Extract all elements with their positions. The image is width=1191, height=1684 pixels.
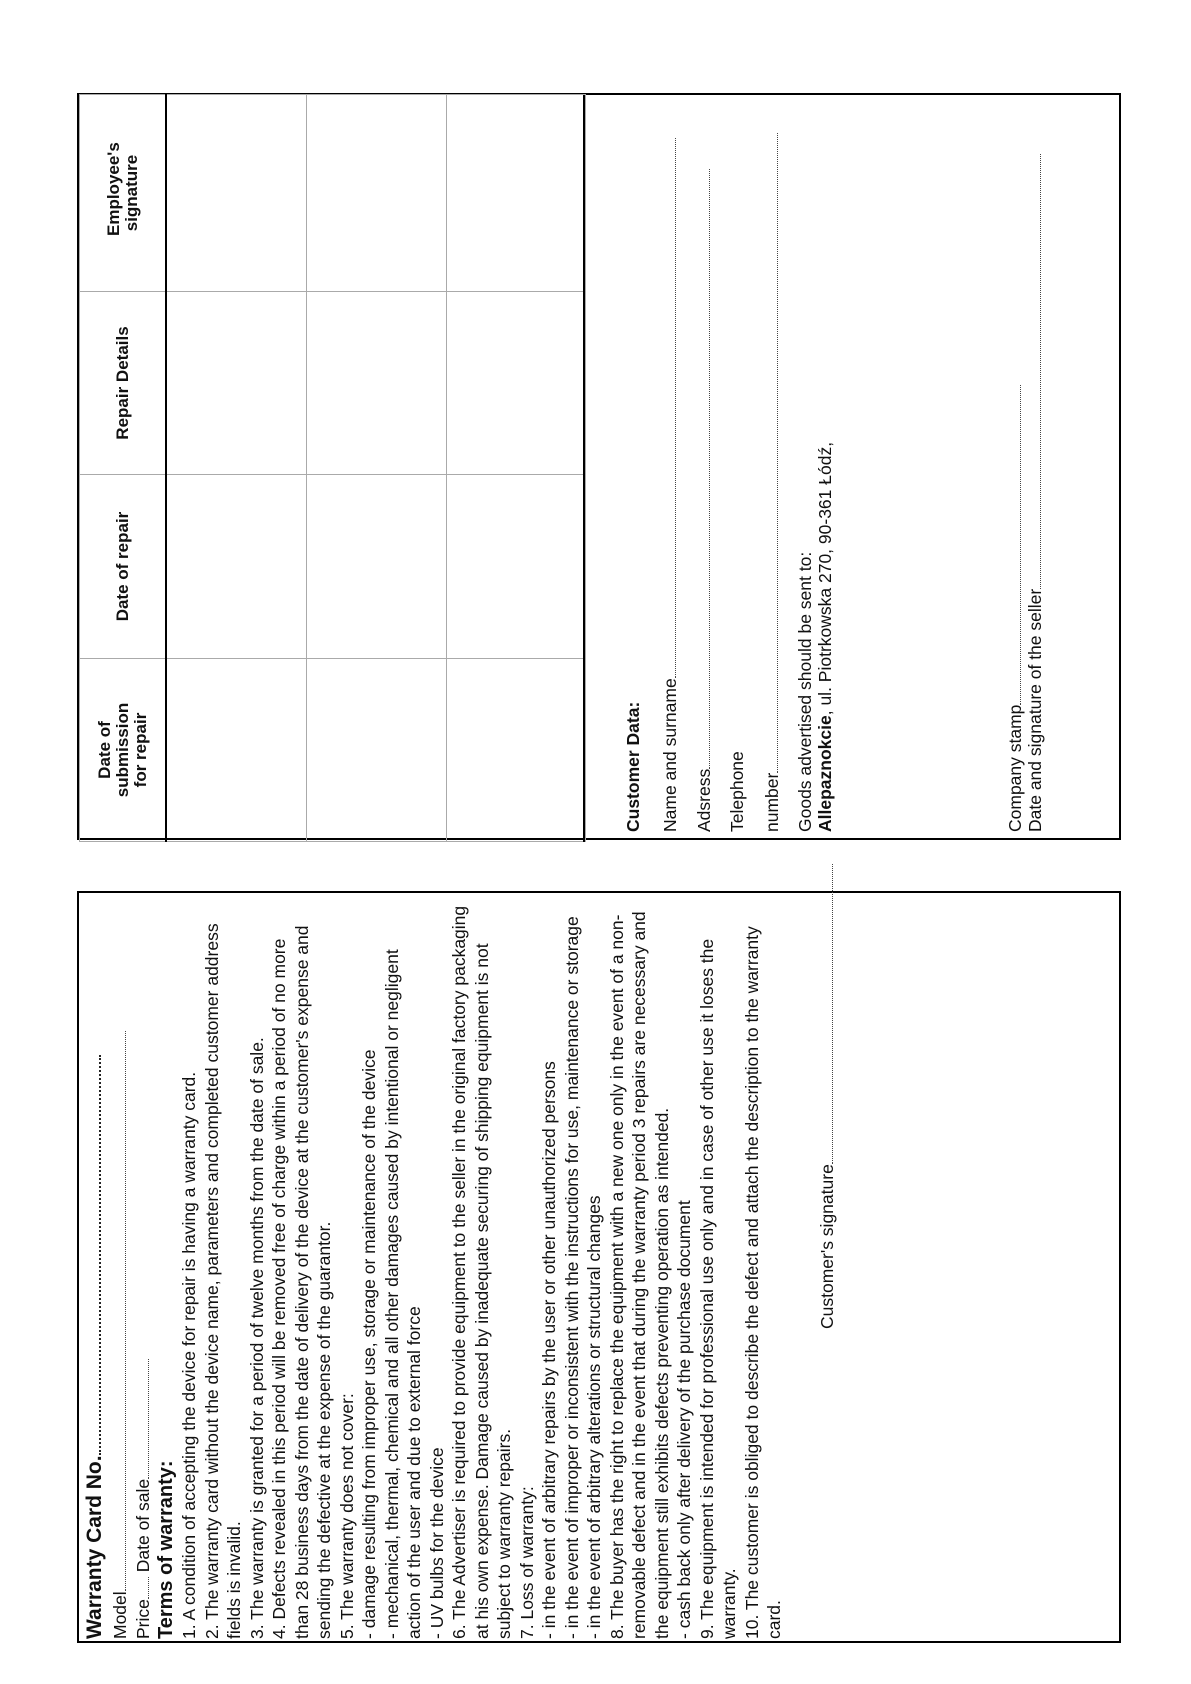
company-stamp-label: Company stamp: [1005, 704, 1025, 832]
customer-signature-label: Customer's signature: [816, 1164, 837, 1329]
company-name: Allepaznokcie: [815, 715, 835, 832]
name-label: Name and surname: [660, 678, 680, 832]
term-item: - in the event of arbitrary alterations or structural changes: [584, 1195, 604, 1639]
term-item: - damage resulting from improper use, storage or maintenance of the device: [359, 1049, 379, 1639]
term-item: - cash back only after delivery of the purchase document: [674, 1200, 694, 1639]
table-cell[interactable]: [307, 659, 447, 842]
company-stamp-line[interactable]: [1006, 385, 1021, 705]
price-label: Price: [132, 1599, 153, 1639]
price-row: [132, 903, 155, 1639]
term-item: 2. The warranty card without the device name, parameters and completed customer address fields is invalid.: [201, 923, 244, 1639]
repair-table: [79, 94, 586, 842]
warranty-card-title-row: [82, 903, 108, 1639]
term-item: 5. The warranty does not cover:: [336, 1393, 357, 1639]
goods-sent-to: Goods advertised should be sent to:: [795, 551, 815, 832]
table-cell[interactable]: [447, 659, 586, 842]
address-label: Adsress: [694, 768, 714, 832]
repair-log-panel: [77, 93, 1121, 840]
term-item: 4. Defects revealed in this period will be removed free of charge within a period of no more than 28 business days from the date of delivery of the device at the customer's expense and sending the defective at the expense of the guarantor.: [269, 925, 334, 1639]
term-item: 8. The buyer has the right to replace the equipment with a new one only in the event of a non-removable defect and in the event that during the warranty period 3 repairs are necessary and the equipment still exhibits defects preventing operation as intended.: [606, 911, 672, 1639]
term-item: - mechanical, thermal, chemical and all other damages caused by intentional or negligent action of the user and due to external force: [381, 949, 424, 1639]
warranty-card-title: Warranty Card No.: [83, 1455, 106, 1639]
header-date-of-repair: Date of repair: [80, 475, 167, 659]
table-row: [307, 95, 447, 842]
table-cell[interactable]: [447, 95, 586, 292]
seller-signature-row: [1025, 154, 1045, 832]
name-input-line[interactable]: [661, 138, 676, 678]
model-row: [109, 903, 132, 1639]
model-input-line[interactable]: [111, 1031, 126, 1591]
customer-signature-row: [816, 903, 839, 1639]
term-item: 7. Loss of warranty:: [516, 1486, 537, 1639]
company-address: , ul. Piotrkowska 270, 90-361 Łódź,: [815, 441, 835, 716]
company-address-row: [815, 442, 835, 832]
telephone-input-line[interactable]: [763, 133, 778, 773]
address-field-row: [694, 169, 714, 832]
term-item: 6. The Advertiser is required to provide equipment to the seller in the original factory packaging at his own expense. Damage caused by inadequate securing of shipping equipment is not subject to warranty repairs.: [449, 905, 514, 1639]
name-field-row: [660, 138, 680, 832]
table-cell[interactable]: [166, 95, 307, 292]
customer-data-title: Customer Data:: [623, 701, 643, 832]
table-cell[interactable]: [166, 659, 307, 842]
term-item: 9. The equipment is intended for professional use only and in case of other use it loses the warranty.: [696, 938, 739, 1639]
table-cell[interactable]: [447, 475, 586, 659]
number-label: number: [762, 772, 782, 832]
header-employee-signature: Employee's signature: [80, 95, 167, 292]
telephone-label: Telephone: [727, 751, 747, 832]
price-input-line[interactable]: [134, 1577, 149, 1599]
telephone-field-row: [762, 133, 782, 832]
customer-signature-line[interactable]: [818, 864, 833, 1164]
date-of-sale-label: Date of sale: [132, 1478, 153, 1573]
header-date-of-submission: Date of submission for repair: [80, 659, 167, 842]
table-cell[interactable]: [307, 95, 447, 292]
repair-log-rotated: [79, 95, 1123, 842]
term-item: 1. A condition of accepting the device for repair is having a warranty card.: [179, 1071, 199, 1639]
customer-data-section: [585, 95, 1123, 842]
term-item: - in the event of arbitrary repairs by the user or other unauthorized persons: [539, 1061, 559, 1639]
model-label: Model: [110, 1591, 130, 1639]
address-input-line[interactable]: [695, 169, 710, 769]
seller-signature-label: Date and signature of the seller: [1025, 588, 1045, 832]
warranty-card-number-line[interactable]: [85, 1055, 101, 1455]
table-cell[interactable]: [307, 475, 447, 659]
table-row: [447, 95, 586, 842]
seller-signature-line[interactable]: [1026, 154, 1041, 589]
repair-table-header-row: [80, 95, 167, 842]
header-repair-details: Repair Details: [80, 292, 167, 475]
warranty-card-panel: [77, 891, 1121, 1643]
term-item: - in the event of improper or inconsistent with the instructions for use, maintenance or storage: [561, 916, 582, 1639]
table-row: [166, 95, 307, 842]
term-item: 10. The customer is obliged to describe the defect and attach the description to the warranty card.: [741, 926, 784, 1639]
warranty-card-rotated: [79, 893, 1123, 1645]
table-cell[interactable]: [447, 292, 586, 475]
terms-title: Terms of warranty:: [155, 1460, 177, 1639]
table-cell[interactable]: [166, 292, 307, 475]
table-cell[interactable]: [307, 292, 447, 475]
table-cell[interactable]: [166, 475, 307, 659]
company-stamp-row: [1005, 385, 1025, 832]
term-item: 3. The warranty is granted for a period of twelve months from the date of sale.: [246, 1037, 267, 1639]
date-of-sale-input-line[interactable]: [134, 1359, 149, 1479]
term-item: - UV bulbs for the device: [426, 1447, 447, 1639]
